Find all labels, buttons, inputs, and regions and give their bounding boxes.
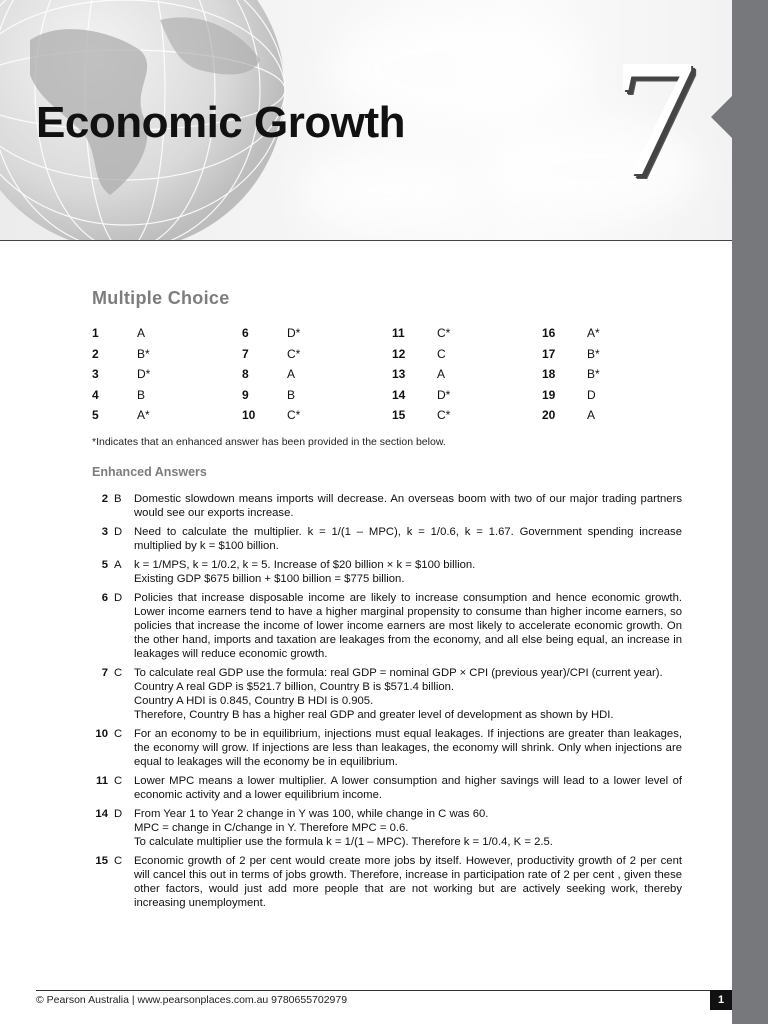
explanation-paragraph: To calculate multiplier use the formula k = 1/(1 – MPC). Therefore k = 1/0.4, K = 2.5.: [134, 836, 553, 848]
mc-question-number: 12: [392, 346, 406, 361]
answer-question-number: 3: [101, 526, 108, 538]
mc-answer-letter: A: [437, 367, 446, 381]
chapter-title: Economic Growth: [36, 98, 405, 147]
mc-question-number: 5: [92, 408, 99, 422]
page-edge-bar: [732, 0, 768, 1024]
explanation-paragraph: Therefore, Country B has a higher real GDP and greater level of development as shown by HDI.: [134, 709, 614, 721]
enhanced-answer: [88, 727, 682, 769]
mc-question-number: 16: [542, 326, 556, 340]
mc-answer-item: [392, 326, 542, 346]
mc-answer-letter: A: [137, 326, 146, 340]
page-number: 1: [710, 990, 732, 1010]
mc-answer-letter: A*: [587, 326, 600, 340]
answer-letter: C: [114, 855, 123, 867]
mc-question-number: 17: [542, 346, 556, 361]
explanation-paragraph: Country A HDI is 0.845, Country B HDI is 0.905.: [134, 695, 374, 707]
mc-question-number: 7: [242, 346, 249, 361]
explanation-paragraph: Need to calculate the multiplier. k = 1/(1 – MPC), k = 1/0.6, k = 1.67. Government spending increase multiplied by k = $100 billion.: [134, 526, 682, 552]
answer-explanation: [134, 558, 682, 586]
mc-answer-item: [242, 347, 392, 367]
mc-question-number: 11: [392, 326, 405, 340]
enhanced-answer: [88, 666, 682, 722]
mc-answer-letter: B: [137, 387, 146, 402]
answer-explanation: [134, 591, 682, 661]
explanation-paragraph: Country A real GDP is $521.7 billion, Country B is $571.4 billion.: [134, 681, 455, 693]
explanation-paragraph: To calculate real GDP use the formula: real GDP = nominal GDP × CPI (previous year)/CPI (current year).: [134, 667, 663, 679]
enhanced-answer: [88, 525, 682, 553]
answer-explanation: [134, 727, 682, 769]
mc-answer-letter: C*: [437, 408, 451, 422]
answer-letter: B: [114, 493, 122, 505]
mc-answer-letter: D*: [287, 326, 301, 340]
mc-answer-letter: A*: [137, 408, 150, 422]
mc-answer-letter: D*: [437, 387, 451, 402]
answer-explanation: [134, 492, 682, 520]
answer-letter: D: [114, 526, 123, 538]
mc-question-number: 4: [92, 387, 99, 402]
answer-explanation: [134, 854, 682, 910]
mc-answer-item: [92, 347, 242, 367]
mc-answer-item: [242, 367, 392, 387]
explanation-paragraph: Domestic slowdown means imports will decrease. An overseas boom with two of our major trading partners would see our exports increase.: [134, 493, 682, 519]
explanation-paragraph: From Year 1 to Year 2 change in Y was 100, while change in C was 60.: [134, 808, 489, 820]
answer-letter: C: [114, 667, 123, 679]
chapter-header-banner: [0, 0, 732, 241]
explanation-paragraph: MPC = change in C/change in Y. Therefore MPC = 0.6.: [134, 822, 409, 834]
chapter-number: 7: [612, 25, 696, 211]
mc-question-number: 15: [392, 408, 406, 422]
mc-question-number: 20: [542, 408, 556, 422]
answer-question-number: 10: [95, 728, 108, 740]
mc-answer-item: [392, 408, 542, 428]
mc-answer-item: [392, 367, 542, 387]
answer-question-number: 15: [95, 855, 108, 867]
answer-question-number: 6: [101, 592, 108, 604]
mc-answer-item: [92, 408, 242, 428]
footer-divider: [36, 990, 732, 991]
enhanced-answer: [88, 558, 682, 586]
mc-question-number: 3: [92, 367, 99, 381]
multiple-choice-heading: Multiple Choice: [92, 288, 230, 308]
mc-answer-item: [92, 388, 242, 408]
mc-question-number: 10: [242, 408, 256, 422]
mc-answer-letter: B: [287, 387, 296, 402]
answer-question-number: 11: [96, 775, 108, 787]
mc-answer-letter: C*: [287, 408, 301, 422]
mc-answer-item: [242, 388, 392, 408]
enhanced-answer: [88, 854, 682, 910]
mc-answer-item: [242, 408, 392, 428]
mc-answer-letter: B*: [587, 367, 600, 381]
answer-letter: C: [114, 728, 123, 740]
mc-answer-letter: D*: [137, 367, 151, 381]
mc-answer-letter: B*: [137, 346, 150, 361]
answer-letter: A: [114, 559, 122, 571]
enhanced-answer: [88, 774, 682, 802]
enhanced-answer: [88, 591, 682, 661]
mc-answer-letter: C*: [437, 326, 451, 340]
mc-question-number: 13: [392, 367, 406, 381]
mc-answer-letter: B*: [587, 346, 600, 361]
explanation-paragraph: Policies that increase disposable income are likely to increase consumption and hence economic growth. Lower income earners tend to have a higher marginal propensity to consume than higher income earners, so policies that increase the income of lower income earners are most likely to accelerate economic growth. On the other hand, imports and taxation are leakages from the economy, and all else being equal, an increase in leakages will reduce economic growth.: [134, 592, 682, 660]
enhanced-answer: [88, 492, 682, 520]
answer-explanation: [134, 525, 682, 553]
chapter-tab-notch: [711, 96, 732, 138]
mc-answer-letter: D: [587, 387, 596, 402]
mc-answer-letter: A: [587, 408, 596, 422]
answer-explanation: [134, 774, 682, 802]
footer-copyright: © Pearson Australia | www.pearsonplaces.com.au 9780655702979: [36, 994, 348, 1006]
explanation-paragraph: For an economy to be in equilibrium, injections must equal leakages. If injections are greater than leakages, the economy will grow. If injections are less than leakages, the economy will shrink. Only when injections are equal to leakages will the economy be in equilibrium.: [134, 728, 682, 768]
mc-answer-item: [542, 326, 692, 346]
mc-answer-item: [392, 388, 542, 408]
mc-answer-letter: C: [437, 346, 446, 361]
enhanced-answer: [88, 807, 682, 849]
mc-question-number: 2: [92, 346, 99, 361]
answer-letter: C: [114, 775, 123, 787]
mc-question-number: 8: [242, 367, 249, 381]
enhanced-answers-list: [88, 492, 682, 915]
enhanced-answer-footnote: *Indicates that an enhanced answer has been provided in the section below.: [92, 436, 446, 448]
answer-explanation: [134, 666, 682, 722]
mc-answer-letter: C*: [287, 346, 301, 361]
answer-question-number: 5: [101, 559, 108, 571]
mc-answer-item: [542, 408, 692, 428]
explanation-paragraph: Existing GDP $675 billion + $100 billion = $775 billion.: [134, 573, 405, 585]
mc-answer-item: [92, 326, 242, 346]
mc-question-number: 1: [92, 326, 99, 340]
enhanced-answers-heading: Enhanced Answers: [92, 465, 207, 479]
answer-question-number: 2: [101, 493, 108, 505]
answer-letter: D: [114, 808, 123, 820]
mc-question-number: 6: [242, 326, 249, 340]
mc-answer-item: [542, 388, 692, 408]
mc-answer-item: [242, 326, 392, 346]
mc-answer-item: [542, 367, 692, 387]
mc-question-number: 9: [242, 387, 249, 402]
answer-explanation: [134, 807, 682, 849]
mc-question-number: 14: [392, 387, 406, 402]
mc-answer-item: [542, 347, 692, 367]
mc-answer-letter: A: [287, 367, 296, 381]
mc-question-number: 18: [542, 367, 556, 381]
answer-letter: D: [114, 592, 123, 604]
mc-question-number: 19: [542, 387, 556, 402]
explanation-paragraph: k = 1/MPS, k = 1/0.2, k = 5. Increase of $20 billion × k = $100 billion.: [134, 559, 476, 571]
answer-question-number: 14: [95, 808, 108, 820]
answer-question-number: 7: [101, 667, 108, 679]
mc-answer-item: [392, 347, 542, 367]
explanation-paragraph: Lower MPC means a lower multiplier. A lower consumption and higher savings will lead to a lower level of economic activity and a lower equilibrium income.: [134, 775, 682, 801]
mc-answer-item: [92, 367, 242, 387]
explanation-paragraph: Economic growth of 2 per cent would create more jobs by itself. However, productivity growth of 2 per cent will cancel this out in terms of jobs growth. Therefore, increase in participation rate of 2 per cent , given these other factors, would just add more people that are not working but are actively seeking work, thereby increasing unemployment.: [134, 855, 682, 909]
